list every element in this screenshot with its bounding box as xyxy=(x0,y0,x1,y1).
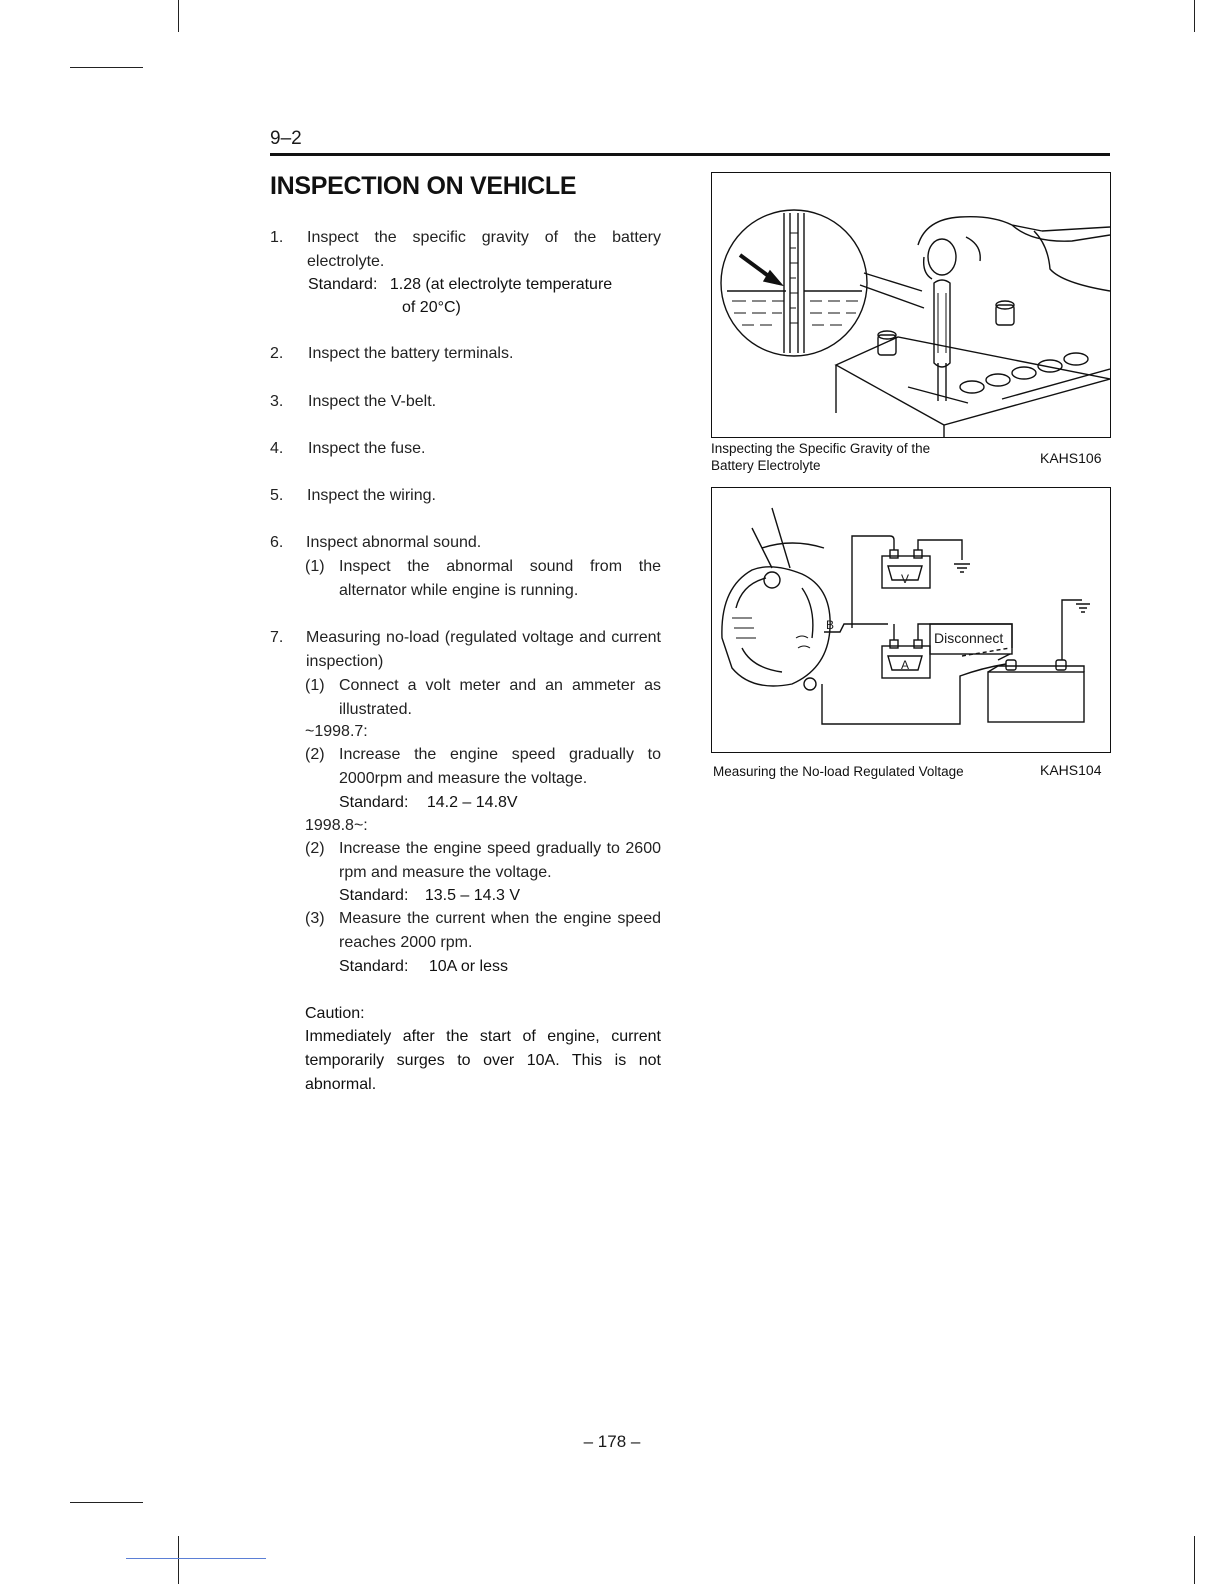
sub-item-number: (2) xyxy=(305,840,325,857)
item-number: 4. xyxy=(270,440,284,457)
battery-icon xyxy=(988,672,1084,722)
header-rule xyxy=(270,153,1110,156)
ammeter-label: A xyxy=(901,658,910,672)
crop-mark xyxy=(1194,1536,1195,1584)
sub-item xyxy=(305,555,662,603)
item-number: 2. xyxy=(270,345,284,362)
standard-value: 1.28 (at electrolyte temperature xyxy=(389,276,613,293)
item-text: Inspect the battery terminals. xyxy=(308,345,514,362)
caution-text: Immediately after the start of engine, current temporarily surges to over 10A. This is not abnormal. xyxy=(305,1028,661,1093)
item-number: 1. xyxy=(270,229,284,246)
item-text: Inspect the V-belt. xyxy=(308,393,437,410)
section-number: 9–2 xyxy=(270,128,302,149)
standard-value: 10A or less xyxy=(428,958,508,975)
list-item-5 xyxy=(270,484,662,508)
page-number: – 178 – xyxy=(583,1432,641,1451)
figure-caption xyxy=(711,440,1011,474)
figure-no-load-voltage xyxy=(711,487,1111,753)
item-text: Measuring no-load (regulated voltage and current inspection) xyxy=(306,629,661,670)
item-number: 5. xyxy=(270,487,284,504)
figure-specific-gravity xyxy=(711,172,1111,438)
item-text: Inspect the wiring. xyxy=(307,487,436,504)
sub-item xyxy=(305,743,662,791)
standard-label: Standard: xyxy=(339,958,409,975)
hydrometer-illustration xyxy=(712,173,1110,437)
crop-mark xyxy=(178,0,179,32)
disconnect-label: Disconnect xyxy=(934,630,1004,646)
item-text: Inspect the specific gravity of the battery electrolyte. xyxy=(307,229,661,270)
wiring-diagram xyxy=(712,488,1110,752)
standard-label: Standard: xyxy=(339,887,409,904)
sub-item-text: Increase the engine speed gradually to 2000rpm and measure the voltage. xyxy=(339,746,661,787)
figure-caption: Measuring the No-load Regulated Voltage xyxy=(713,764,964,779)
crop-mark xyxy=(178,1536,179,1584)
standard-label: Standard: xyxy=(308,276,378,293)
sub-item xyxy=(305,837,662,885)
list-item-2 xyxy=(270,342,662,366)
item-number: 7. xyxy=(270,629,284,646)
voltmeter-label: V xyxy=(901,572,910,586)
crop-mark xyxy=(70,67,143,68)
sub-item-number: (1) xyxy=(305,558,325,575)
list-item-6 xyxy=(270,531,662,555)
caption-line: Inspecting the Specific Gravity of the xyxy=(711,441,931,456)
sub-item-number: (2) xyxy=(305,746,325,763)
list-item-3 xyxy=(270,390,662,414)
sub-item-text: Inspect the abnormal sound from the alternator while engine is running. xyxy=(339,558,661,599)
figure-id: KAHS106 xyxy=(1040,450,1102,466)
period-label: ~1998.7: xyxy=(305,723,368,740)
list-item-7 xyxy=(270,626,662,674)
crop-mark xyxy=(1194,0,1195,32)
sub-item-text: Connect a volt meter and an ammeter as illustrated. xyxy=(339,677,661,718)
item-number: 6. xyxy=(270,534,284,551)
standard-spec xyxy=(339,884,520,908)
list-item-1 xyxy=(270,226,662,274)
standard-value: 14.2 – 14.8V xyxy=(426,794,518,811)
item-number: 3. xyxy=(270,393,284,410)
magnified-view xyxy=(721,210,867,356)
sub-item-text: Measure the current when the engine speed reaches 2000 rpm. xyxy=(339,910,661,951)
item-text: Inspect the fuse. xyxy=(308,440,426,457)
standard-label: Standard: xyxy=(339,794,409,811)
sub-item-number: (3) xyxy=(305,910,325,927)
item-text: Inspect abnormal sound. xyxy=(306,534,482,551)
alternator-icon xyxy=(722,508,830,690)
standard-spec xyxy=(308,273,668,297)
figure-id: KAHS104 xyxy=(1040,762,1102,778)
list-item-4 xyxy=(270,437,662,461)
period-label: 1998.8~: xyxy=(305,817,368,834)
caption-line: Battery Electrolyte xyxy=(711,458,821,473)
standard-spec xyxy=(339,791,518,815)
crop-mark xyxy=(126,1558,266,1559)
page-title: INSPECTION ON VEHICLE xyxy=(270,172,577,200)
sub-item xyxy=(305,674,662,722)
sub-item-number: (1) xyxy=(305,677,325,694)
crop-mark xyxy=(70,1502,143,1503)
standard-value-cont: of 20°C) xyxy=(402,299,461,316)
terminal-b-label: B xyxy=(826,618,835,632)
sub-item-text: Increase the engine speed gradually to 2600 rpm and measure the voltage. xyxy=(339,840,661,881)
sub-item xyxy=(305,907,662,955)
standard-value: 13.5 – 14.3 V xyxy=(424,887,521,904)
caution-label: Caution: xyxy=(305,1005,365,1022)
standard-spec xyxy=(339,955,508,979)
